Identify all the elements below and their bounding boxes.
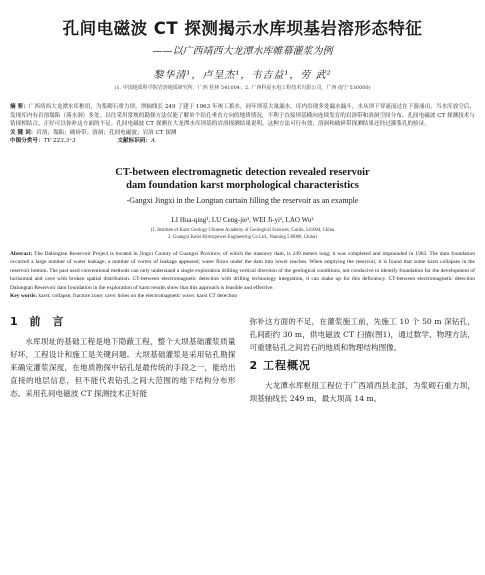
section-1-heading: 1 前 言 — [10, 315, 68, 329]
en-title-line1: CT-between electromagnetic detection revealed reservoir — [115, 166, 370, 178]
doc-label: 文献标识码： — [117, 138, 152, 145]
cn-subtitle: ——以广西靖西大龙潭水库帷幕灌浆为例 — [152, 46, 333, 57]
en-subtitle: -Gangxi Jingxi in the Longtan curtain filling the reservoir as an example — [126, 195, 359, 205]
cn-keywords-text: 岩溶；塌陷；破碎带；溶洞；孔间电磁波；岩溶 CT 探测 — [36, 129, 177, 136]
en-affiliation-1: (1. Institute of Karst Geology Chinese Academy of Geological Sciences, Guilin, 541004, China — [150, 227, 335, 233]
en-keywords-label: Key words: — [10, 293, 38, 299]
cn-abstract — [10, 103, 475, 129]
cn-authors: 黎华清¹，卢呈杰¹，韦吉益¹，劳 武² — [153, 70, 332, 81]
left-column — [10, 315, 236, 405]
cn-abstract-text: 广西靖西大龙潭水库枢纽，为浆砌石重力坝，坝轴线长 249 了建于 1963 年竣工蓄水，同年坝基大量漏水，库内出现多处漏水漏斗，水从坝下穿流而过在下游涌出，当水库放空后，发现库内有岩溶塌陷（落水洞）多处。以往采用常规的勘探方法仅能了解单个钻孔垂直方向的地质情况，不利于直接坝基横向连续发育的岩溶带和溶洞空间分布，孔间电磁波 CT 探测技术与钻探相结合，正好可以弥补这方面的不足。孔间电磁波 CT 探测在大龙潭水库坝基的岩溶探测结果说明，这种方法可行有效，溶洞和破碎带探测结果还经过灌浆孔的验证。 — [10, 104, 475, 128]
en-title-line2: dam foundation karst morphological characteristics — [126, 179, 359, 191]
en-keywords — [10, 292, 475, 300]
clc-label: 中图分类号： — [10, 138, 44, 145]
en-abstract — [10, 250, 475, 292]
doc-code — [117, 138, 155, 144]
en-authors: LI Hua-qing¹, LU Ceng-jie¹, WEI Ji-yi¹, LAO Wu² — [171, 215, 314, 224]
cn-classification — [10, 137, 475, 146]
cn-title: 孔间电磁波 CT 探测揭示水库坝基岩溶形态特征 — [62, 19, 423, 38]
doc-value: A — [151, 138, 156, 145]
section-1-paragraph: 水库坝址的基础工程是地下隐蔽工程，整个大坝基础灌浆质量好坏，工程设计和施工是关键问题。大坝基础灌浆是采用钻孔勘探来确定灌浆深度，在地质勘探中钻孔是最传统的手段之一，能给出直接的地层信息，但不能代表钻孔之间大范围的地下结构分布形态。采用孔间电磁波 CT 探测技术正好能 — [10, 337, 236, 399]
section-2-heading: 2 工程概况 — [249, 359, 311, 373]
en-abstract-text: The Dalongtan Reservoir Project is located in Jingxi County of Guangxi Province, of which the masonry dam, is 249 meters long; it was completed and impounded in 1963. The dam foundation occurred a large number of water leakage; a number of vortex of leakage appeared; water flows under the dam into lower reaches. When emptying the reservoir, it is found that some karst collapses in the reservoir bottom. The past used conventional methods can only understand a single exploration drilling vertical direction of the geological conditions, not conducive to identify foundation for the development of horizontal and cave with broken spatial distribution. CT-between electromagnetic detection with drilling technology integration, it can make up for this deficiency. CT-between electromagnetic detection Dalongtan Reservoir dam foundation in the exploration of karst results show that this approach is feasible and effective. — [10, 250, 475, 291]
cn-abstract-label: 摘 要： — [10, 104, 29, 110]
en-affiliation-2: 2. Guangxi Kelai Hydropower Engineering Co.Ltd., Nanning 530000, China) — [168, 234, 317, 240]
en-title — [10, 166, 475, 192]
cn-keywords — [10, 129, 475, 138]
en-abstract-label: Abstract: — [10, 250, 33, 257]
section-2-paragraph: 大龙潭水库枢纽工程位于广西靖西县北部，为浆砌石重力坝，坝基轴线长 249 m，最大坝高 14 m。 — [249, 381, 475, 404]
cn-affiliation: (1. 中国地质科学院岩溶地质研究所，广西 桂林 541004；2. 广西科夏水电工程技术有限公司，广西 南宁 530000) — [114, 85, 371, 91]
clc-value: TV 223.3⁺3 — [43, 138, 76, 145]
en-keywords-text: karst; collapse; fracture zone; cave; holes on the electromagnetic wave; karst CT detection — [38, 293, 238, 299]
right-column — [250, 315, 476, 405]
clc-code — [10, 138, 76, 144]
body-columns — [10, 315, 475, 405]
section-1-continuation: 弥补这方面的不足，在灌浆施工前，先施工 10 个 50 m 深钻孔，孔间距约 30 m，供电磁波 CT 扫描(图1)，通过数学、物理方法，可重建钻孔之间岩石的地质和物理结构图像。 — [249, 317, 475, 353]
cn-keywords-label: 关 键 词： — [10, 129, 37, 136]
